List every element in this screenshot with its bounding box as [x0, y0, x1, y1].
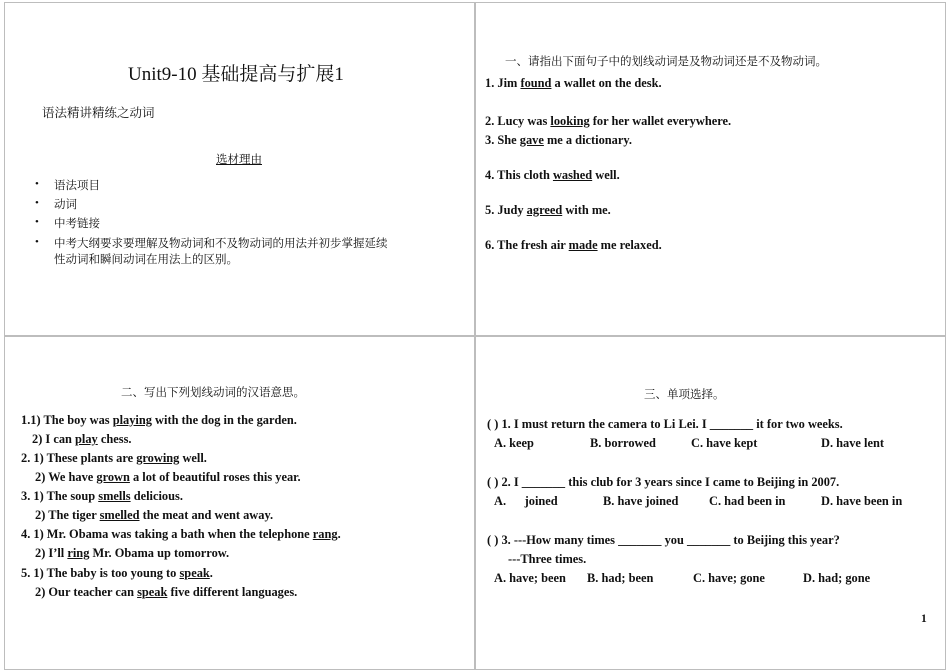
option-c: C. had been in: [709, 494, 786, 508]
underlined-verb: play: [75, 432, 98, 446]
bullet-icon: •: [35, 197, 39, 209]
question-2-stem: ( ) 2. I _______ this club for 3 years since I came to Beijing in 2007.: [487, 475, 840, 489]
underlined-verb: grown: [96, 470, 130, 484]
option-d: D. have been in: [821, 494, 903, 508]
sentence-line: 5. 1) The baby is too young to speak.: [21, 566, 213, 580]
slide-4: [475, 336, 946, 670]
option-a: A. joined: [494, 494, 558, 508]
underlined-verb: looking: [550, 114, 590, 128]
underlined-verb: agreed: [526, 203, 563, 217]
underlined-verb: playing: [112, 413, 152, 427]
underlined-verb: smelled: [99, 508, 140, 522]
option-c: C. have; gone: [693, 571, 765, 585]
sentence-3: 3. She gave me a dictionary.: [485, 133, 632, 147]
underlined-verb: washed: [552, 168, 593, 182]
exercise-heading: 二、写出下列划线动词的汉语意思。: [121, 385, 305, 399]
underlined-verb: found: [520, 76, 552, 90]
sentence-line: 3. 1) The soup smells delicious.: [21, 489, 183, 503]
bullet-item: 动词: [54, 197, 77, 211]
option-c: C. have kept: [691, 436, 758, 450]
sentence-line: 2) We have grown a lot of beautiful roses this year.: [35, 470, 301, 484]
slide-1: [4, 2, 475, 336]
bullet-icon: •: [35, 178, 39, 190]
page-number: 1: [921, 613, 927, 625]
bullet-item: 中考大纲要求要理解及物动词和不及物动词的用法并初步掌握延续: [54, 236, 388, 250]
option-d: D. had; gone: [803, 571, 871, 585]
question-1-stem: ( ) 1. I must return the camera to Li Lei. I _______ it for two weeks.: [487, 417, 843, 431]
option-d: D. have lent: [821, 436, 884, 450]
option-a: A. keep: [494, 436, 534, 450]
bullet-item: 中考链接: [54, 216, 100, 230]
underlined-verb: ring: [67, 546, 90, 560]
underlined-verb: speak: [137, 585, 168, 599]
underlined-verb: gave: [519, 133, 544, 147]
underlined-verb: growing: [136, 451, 180, 465]
slide-3: [4, 336, 475, 670]
sentence-line: 4. 1) Mr. Obama was taking a bath when the telephone rang.: [21, 527, 341, 541]
slide-2: [475, 2, 946, 336]
sentence-5: 5. Judy agreed with me.: [485, 203, 611, 217]
bullet-icon: •: [35, 236, 39, 248]
bullet-item: 语法项目: [54, 178, 100, 192]
sentence-line: 2. 1) These plants are growing well.: [21, 451, 207, 465]
sentence-line: 2) I’ll ring Mr. Obama up tomorrow.: [35, 546, 230, 560]
option-b: B. borrowed: [590, 436, 656, 450]
slide-subtitle: 语法精讲精练之动词: [42, 105, 155, 120]
question-3-stem: ( ) 3. ---How many times _______ you _______ to Beijing this year?: [487, 533, 840, 547]
option-b: B. had; been: [587, 571, 654, 585]
underlined-verb: speak: [179, 566, 210, 580]
underlined-verb: made: [568, 238, 598, 252]
exercise-heading: 一、请指出下面句子中的划线动词是及物动词还是不及物动词。: [505, 54, 827, 68]
sentence-line: 2) Our teacher can speak five different languages.: [35, 585, 298, 599]
bullet-icon: •: [35, 216, 39, 228]
slide-title: Unit9-10 基础提高与扩展1: [128, 64, 344, 85]
sentence-line: 2) I can play chess.: [32, 432, 132, 446]
option-b: B. have joined: [603, 494, 679, 508]
sentence-2: 2. Lucy was looking for her wallet everywhere.: [485, 114, 732, 128]
bullet-item-continued: 性动词和瞬间动词在用法上的区别。: [54, 252, 238, 266]
sentence-1: 1. Jim found a wallet on the desk.: [485, 76, 662, 90]
sentence-4: 4. This cloth washed well.: [485, 168, 620, 182]
sentence-6: 6. The fresh air made me relaxed.: [485, 238, 662, 252]
sentence-line: 2) The tiger smelled the meat and went away.: [35, 508, 274, 522]
sentence-line: 1.1) The boy was playing with the dog in the garden.: [21, 413, 297, 427]
section-heading: 选材理由: [216, 152, 262, 166]
exercise-heading: 三、单项选择。: [644, 387, 725, 401]
underlined-verb: smells: [98, 489, 131, 503]
underlined-verb: rang: [312, 527, 338, 541]
option-a: A. have; been: [494, 571, 566, 585]
question-3-reply: ---Three times.: [508, 552, 587, 566]
